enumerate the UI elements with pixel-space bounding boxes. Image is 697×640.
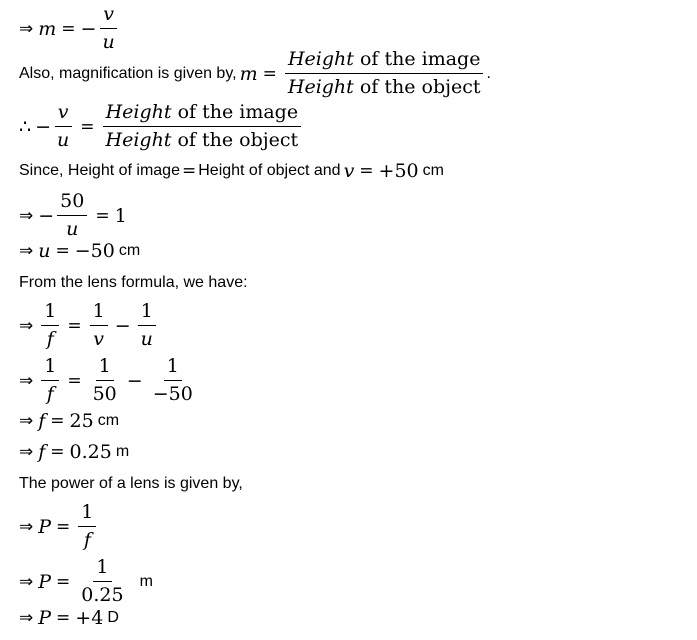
fraction-v-over-u <box>54 101 72 152</box>
value-f: 0.25 <box>69 441 112 463</box>
var-f: f <box>38 441 46 463</box>
fraction-v-over-u <box>99 3 117 54</box>
numerator: 50 <box>60 190 85 212</box>
equals-sign: = <box>55 241 70 261</box>
numerator-text: of the image <box>171 101 299 123</box>
fraction-1-over-f <box>78 501 96 552</box>
denominator-text: of the object <box>171 129 299 151</box>
minus-sign: − <box>126 369 143 392</box>
unit-D: D <box>107 609 119 626</box>
equation-substitution <box>19 190 127 241</box>
minus-sign: − <box>38 204 55 227</box>
statement-text-1: Since, Height of image <box>19 162 180 179</box>
minus-sign: − <box>114 314 131 337</box>
denominator: u <box>140 328 153 350</box>
statement-text-2: Height of object and <box>198 162 341 179</box>
unit-m: m <box>139 572 153 590</box>
numerator: 1 <box>44 300 57 322</box>
var-m: m <box>38 17 57 40</box>
statement-power-formula <box>19 475 243 493</box>
numerator: v <box>57 101 69 123</box>
denominator: −50 <box>152 383 193 405</box>
numerator: 1 <box>96 556 109 578</box>
equals-sign: = <box>56 571 71 592</box>
therefore-sign: ∴ <box>19 115 32 138</box>
numerator: 1 <box>98 355 111 377</box>
denominator-var: Height <box>287 76 354 98</box>
var-P: P <box>38 570 52 593</box>
implies-arrow: ⇒ <box>19 205 34 226</box>
value-P: +4 <box>75 607 104 629</box>
denominator: 50 <box>92 383 117 405</box>
statement-text: The power of a lens is given by, <box>19 475 243 492</box>
value-v: +50 <box>378 160 419 182</box>
equation-lens-formula <box>19 300 159 351</box>
equals-sign: = <box>56 516 71 537</box>
numerator-text: of the image <box>353 48 481 70</box>
equals-sign: = <box>50 442 65 462</box>
fraction-1-over-v <box>90 300 108 351</box>
var-P: P <box>38 515 52 538</box>
implies-arrow: ⇒ <box>19 571 34 592</box>
equals-sign: = <box>56 608 71 628</box>
equation-power-substituted <box>19 556 153 607</box>
fraction-1-over-f <box>41 355 59 406</box>
denominator: v <box>93 328 104 350</box>
equals-sign: = <box>67 315 82 336</box>
denominator: 0.25 <box>81 584 124 606</box>
implies-arrow: ⇒ <box>19 18 34 39</box>
minus-sign: − <box>80 17 97 40</box>
minus-sign: − <box>35 115 52 138</box>
fraction-1-over-u <box>138 300 156 351</box>
denominator-var: Height <box>105 129 172 151</box>
implies-arrow: ⇒ <box>19 241 34 261</box>
unit-cm: cm <box>118 242 141 259</box>
statement-magnification-definition <box>19 48 491 99</box>
equation-power-result <box>19 607 119 629</box>
equals-sign: = <box>61 18 76 39</box>
rhs-value: 1 <box>114 204 127 227</box>
var-v: v <box>343 160 355 182</box>
denominator: u <box>66 218 79 240</box>
var-f: f <box>38 410 46 432</box>
statement-lens-formula <box>19 274 248 292</box>
denominator-text: of the object <box>353 76 481 98</box>
equation-power-formula <box>19 501 99 552</box>
var-u: u <box>38 240 51 262</box>
period: . <box>486 64 491 82</box>
denominator: f <box>83 529 91 551</box>
numerator-var: Height <box>105 101 172 123</box>
denominator: u <box>57 129 70 151</box>
statement-text: From the lens formula, we have: <box>19 274 248 291</box>
implies-arrow: ⇒ <box>19 411 34 431</box>
equation-lens-substituted <box>19 355 199 406</box>
implies-arrow: ⇒ <box>19 516 34 537</box>
unit-cm: cm <box>97 412 120 429</box>
denominator: f <box>46 328 54 350</box>
equation-f-cm <box>19 410 119 432</box>
value-f: 25 <box>69 410 94 432</box>
fraction-50-over-u <box>57 190 87 241</box>
implies-arrow: ⇒ <box>19 608 34 628</box>
unit-cm: cm <box>422 162 444 179</box>
equation-ratio <box>19 101 304 152</box>
unit-m: m <box>115 443 130 460</box>
numerator: 1 <box>92 300 105 322</box>
fraction-1-over-0-25 <box>78 556 126 607</box>
implies-arrow: ⇒ <box>19 442 34 462</box>
numerator: 1 <box>44 355 57 377</box>
implies-arrow: ⇒ <box>19 315 34 336</box>
statement-heights-equal <box>19 160 444 182</box>
equals-sign: = <box>262 63 277 84</box>
numerator: 1 <box>81 501 94 523</box>
equals-sign: = <box>181 161 197 181</box>
denominator: f <box>46 383 54 405</box>
equals-sign: = <box>67 370 82 391</box>
numerator-var: Height <box>287 48 354 70</box>
fraction-1-over-50 <box>90 355 120 406</box>
numerator: 1 <box>166 355 179 377</box>
denominator: u <box>102 31 115 53</box>
equals-sign: = <box>80 116 95 137</box>
equals-sign: = <box>95 205 110 226</box>
equals-sign: = <box>359 161 374 181</box>
numerator: v <box>103 3 114 25</box>
equation-f-m <box>19 441 129 463</box>
value-u: −50 <box>74 240 115 262</box>
fraction-height-ratio <box>103 101 302 152</box>
var-P: P <box>38 607 52 629</box>
statement-text: Also, magnification is given by, <box>19 64 237 82</box>
numerator: 1 <box>140 300 153 322</box>
implies-arrow: ⇒ <box>19 370 34 391</box>
equation-u-value <box>19 240 140 262</box>
fraction-height-ratio <box>285 48 484 99</box>
var-m: m <box>239 62 258 85</box>
fraction-1-over-f <box>41 300 59 351</box>
equals-sign: = <box>50 411 65 431</box>
fraction-1-over-minus-50 <box>150 355 196 406</box>
equation-magnification <box>19 3 121 54</box>
